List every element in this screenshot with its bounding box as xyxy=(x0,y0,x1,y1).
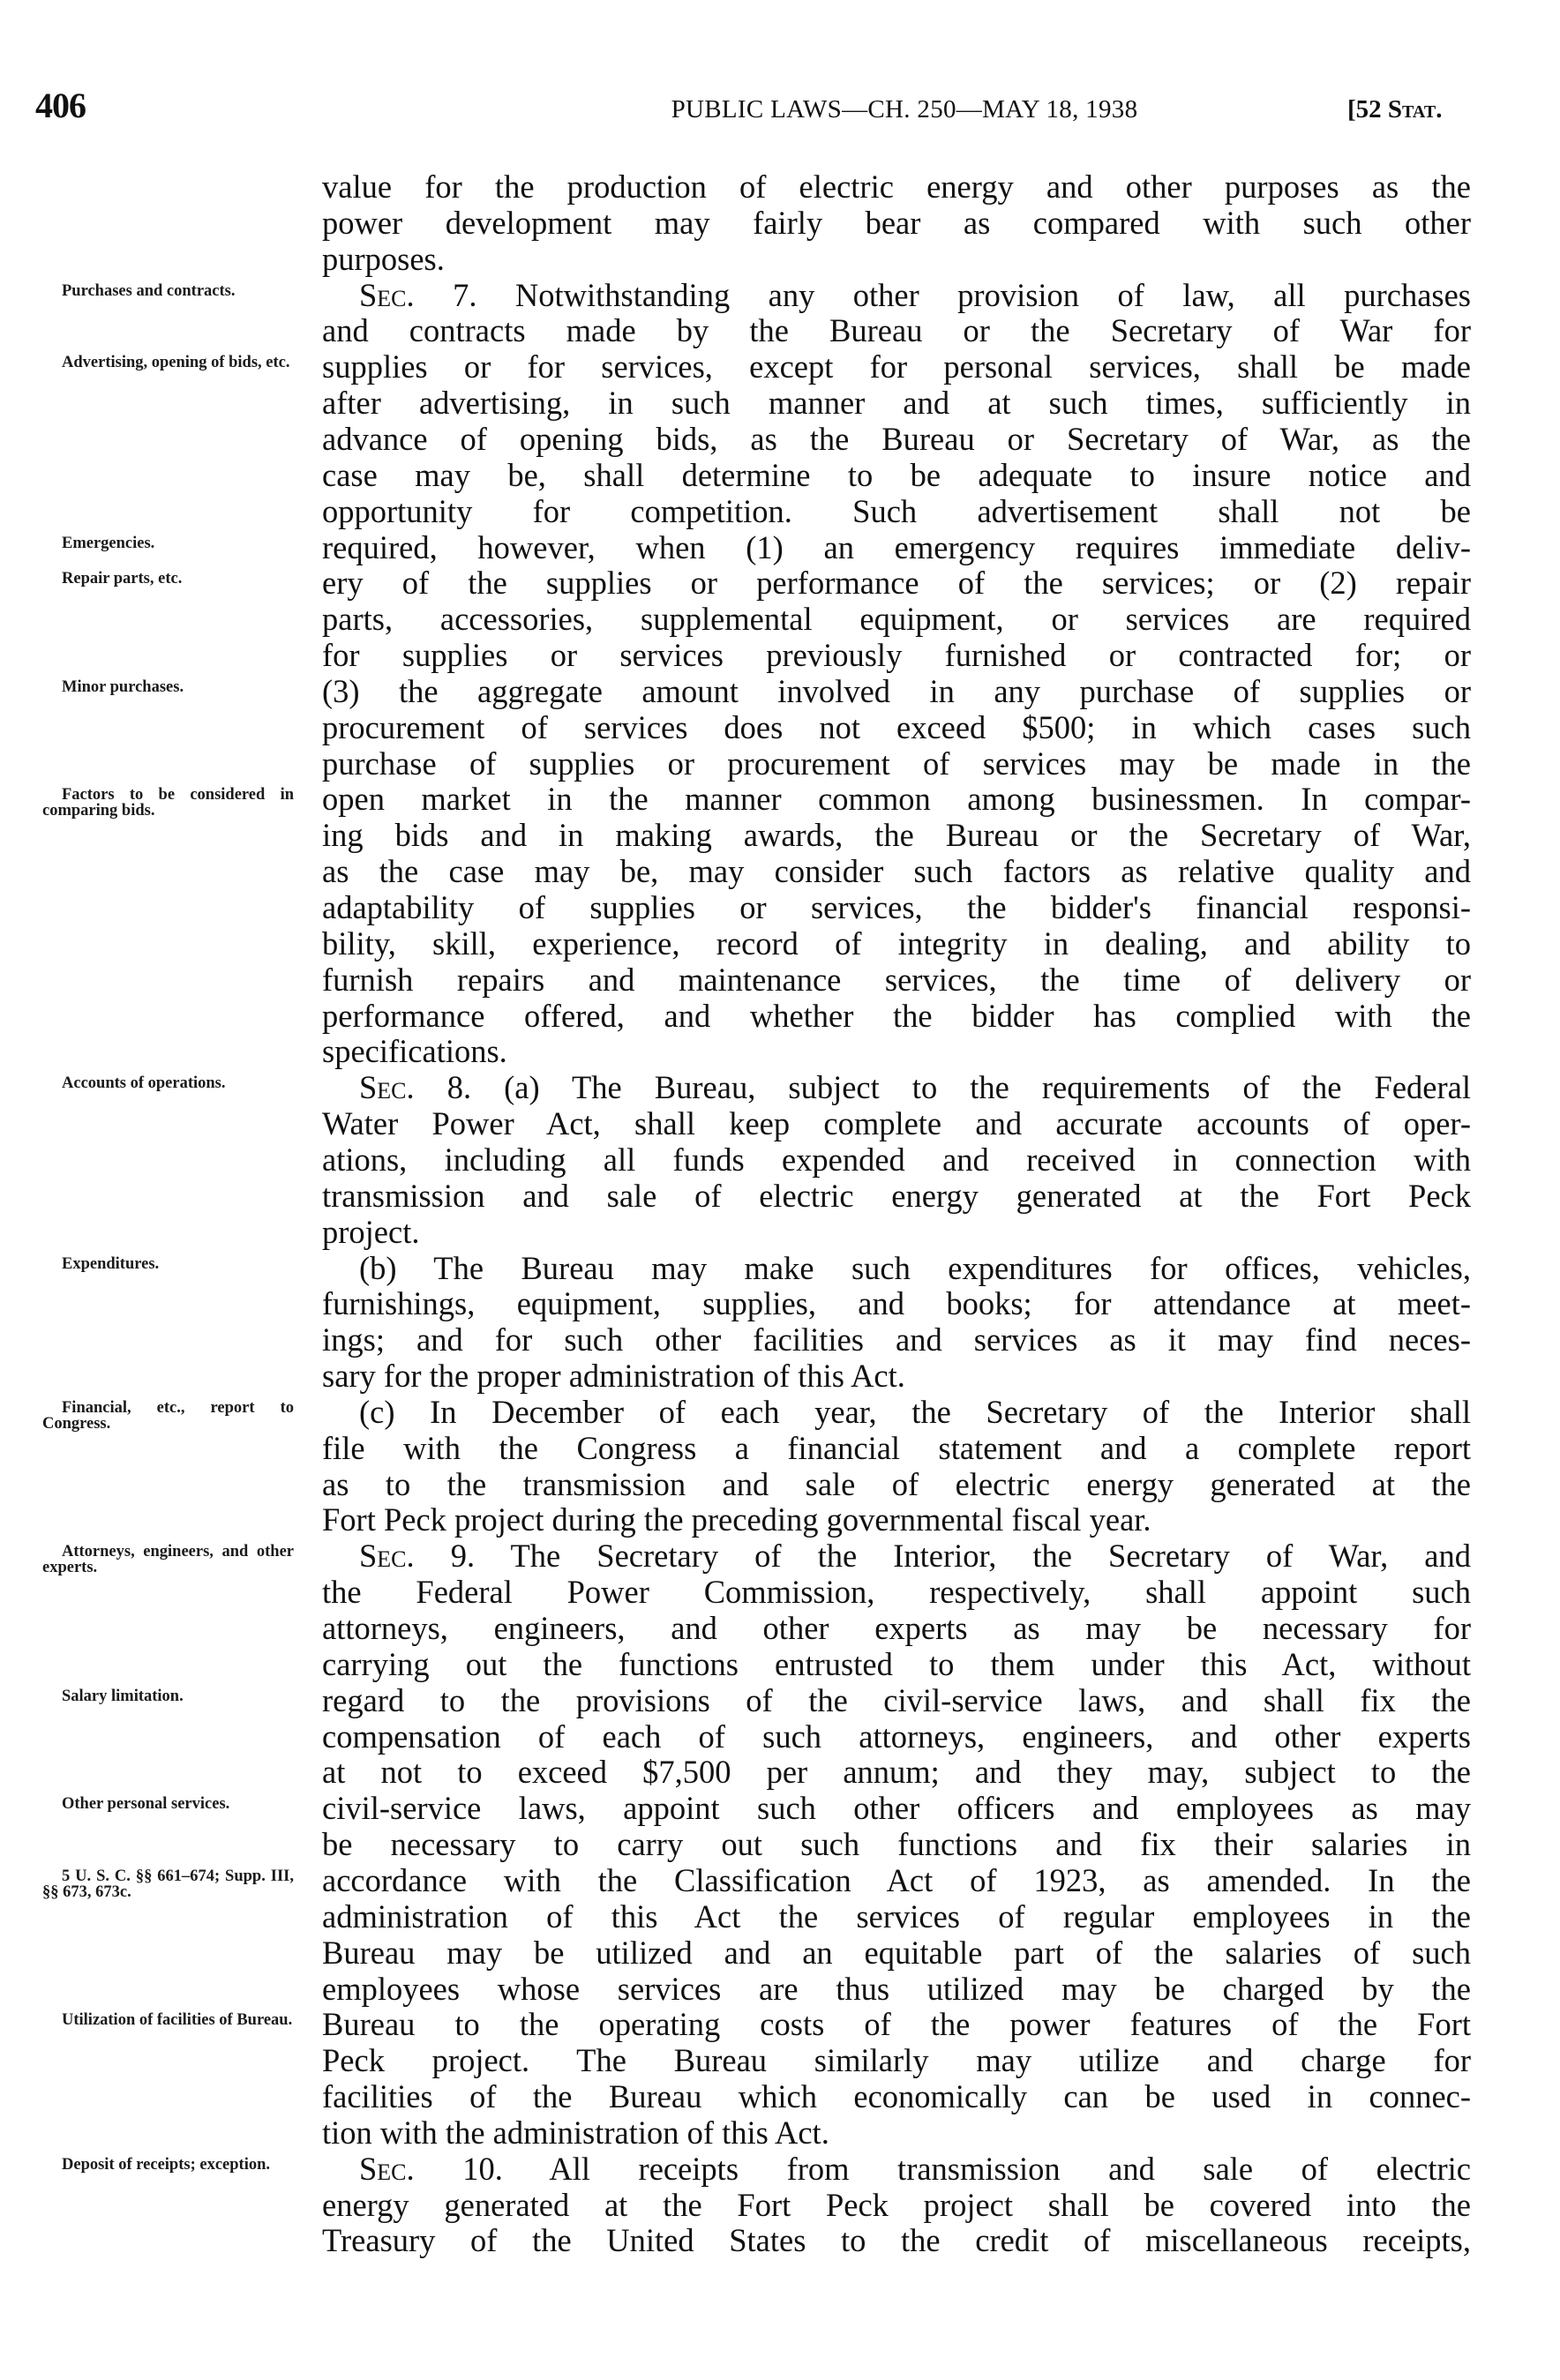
volume-suffix: Stat. xyxy=(1387,95,1443,123)
line-text: 10. All receipts from transmission and sale of electric xyxy=(414,2150,1471,2187)
body-line xyxy=(322,1033,1471,1069)
margin-note: Utilization of facilities of Bureau. xyxy=(62,2011,293,2030)
line-text: parts, accessories, supplemental equipment, or services are required xyxy=(322,601,1471,638)
body-line xyxy=(322,1826,1471,1862)
margin-note: Attorneys, engineers, and other experts. xyxy=(42,1543,294,1577)
body-line xyxy=(322,2222,1471,2258)
line-text: civil-service laws, appoint such other officers and employees as may xyxy=(322,1790,1471,1827)
body-line xyxy=(322,529,1471,565)
margin-note: Other personal services. xyxy=(62,1795,230,1814)
line-text: performance offered, and whether the bidder has complied with the xyxy=(322,997,1471,1034)
line-text: procurement of services does not exceed $500; in which cases such xyxy=(322,708,1471,745)
section-start-line xyxy=(322,1069,1471,1105)
line-text: furnish repairs and maintenance services, the time of delivery or xyxy=(322,961,1471,998)
line-text: purposes. xyxy=(322,240,445,277)
line-text: open market in the manner common among businessmen. In compar- xyxy=(322,781,1471,818)
line-text: compensation of each of such attorneys, engineers, and other experts xyxy=(322,1718,1471,1755)
line-text: required, however, when (1) an emergency requires immediate deliv- xyxy=(322,528,1471,565)
margin-note: Expenditures. xyxy=(62,1254,160,1273)
line-text: accordance with the Classification Act of 1923, as amended. In the xyxy=(322,1861,1471,1898)
body-line xyxy=(322,348,1471,385)
line-text: file with the Congress a financial statement and a complete report xyxy=(322,1429,1471,1466)
body-line xyxy=(322,457,1471,493)
line-text: Peck project. The Bureau similarly may utilize and charge for xyxy=(322,2042,1471,2079)
line-text: 9. The Secretary of the Interior, the Secretary of War, and xyxy=(414,1538,1471,1575)
line-text: case may be, shall determine to be adequate to insure notice and xyxy=(322,456,1471,493)
line-text: at not to exceed $7,500 per annum; and they may, subject to the xyxy=(322,1754,1471,1791)
section-label: Sec. xyxy=(359,276,415,313)
section-label: Sec. xyxy=(359,2150,415,2187)
body-line xyxy=(322,1898,1471,1935)
line-text: 8. (a) The Bureau, subject to the requirements of the Federal xyxy=(414,1069,1471,1106)
body-line xyxy=(322,673,1471,709)
body-line xyxy=(322,1285,1471,1321)
section-label: Sec. xyxy=(359,1538,415,1575)
line-text: value for the production of electric energy and other purposes as the xyxy=(322,168,1471,205)
volume-prefix: [52 xyxy=(1347,95,1388,123)
line-text: facilities of the Bureau which economically can be used in connec- xyxy=(322,2078,1471,2115)
line-text: supplies or for services, except for personal services, shall be made xyxy=(322,348,1471,385)
body-line xyxy=(322,205,1471,241)
body-line xyxy=(322,2187,1471,2223)
line-text: opportunity for competition. Such advertisement shall not be xyxy=(322,492,1471,529)
section-start-line xyxy=(322,277,1471,313)
body-line xyxy=(322,1610,1471,1646)
body-line xyxy=(322,889,1471,925)
section-start-line xyxy=(322,1538,1471,1574)
body-line xyxy=(322,1141,1471,1178)
line-text: furnishings, equipment, supplies, and books; for attendance at meet- xyxy=(322,1285,1471,1322)
line-text: and contracts made by the Bureau or the Secretary of War for xyxy=(322,312,1471,349)
line-text: for supplies or services previously furnished or contracted for; or xyxy=(322,637,1471,674)
margin-note: Salary limitation. xyxy=(62,1687,184,1705)
body-line xyxy=(322,781,1471,817)
body-line xyxy=(322,601,1471,637)
body-line xyxy=(322,962,1471,998)
body-line xyxy=(322,1466,1471,1502)
line-text: employees whose services are thus utilized may be charged by the xyxy=(322,1970,1471,2007)
line-text: project. xyxy=(322,1213,420,1250)
body-line xyxy=(322,1862,1471,1898)
line-text: ations, including all funds expended and received in connection with xyxy=(322,1141,1471,1178)
margin-note: Deposit of receipts; exception. xyxy=(62,2155,270,2174)
line-text: after advertising, in such manner and at such times, sufficiently in xyxy=(322,385,1471,422)
body-line xyxy=(322,241,1471,277)
body-line xyxy=(322,637,1471,673)
line-text: the Federal Power Commission, respectively, shall appoint such xyxy=(322,1574,1471,1611)
body-line xyxy=(322,421,1471,457)
line-text: sary for the proper administration of this Act. xyxy=(322,1358,905,1395)
section-start-line xyxy=(322,2151,1471,2187)
line-text: transmission and sale of electric energy generated at the Fort Peck xyxy=(322,1177,1471,1214)
line-text: Bureau may be utilized and an equitable part of the salaries of such xyxy=(322,1934,1471,1971)
running-title: PUBLIC LAWS—CH. 250—MAY 18, 1938 xyxy=(671,95,1138,123)
body-line xyxy=(322,168,1471,205)
body-line xyxy=(322,385,1471,421)
line-text: power development may fairly bear as compared with such other xyxy=(322,204,1471,241)
body-line xyxy=(322,745,1471,782)
body-line xyxy=(322,1105,1471,1141)
body-line xyxy=(322,1790,1471,1826)
margin-note: 5 U. S. C. §§ 661–674; Supp. III, §§ 673, 673c. xyxy=(42,1867,294,1901)
line-text: bility, skill, experience, record of integrity in dealing, and ability to xyxy=(322,924,1471,962)
body-line xyxy=(322,1718,1471,1755)
margin-note: Advertising, opening of bids, etc. xyxy=(62,354,290,372)
line-text: (b) The Bureau may make such expenditures for offices, vehicles, xyxy=(359,1249,1471,1286)
line-text: (3) the aggregate amount involved in any purchase of supplies or xyxy=(322,672,1471,709)
body-line xyxy=(322,565,1471,601)
line-text: specifications. xyxy=(322,1033,507,1070)
line-text: attorneys, engineers, and other experts as may be necessary for xyxy=(322,1610,1471,1646)
body-line xyxy=(322,1501,1471,1538)
line-text: adaptability of supplies or services, the bidder's financial responsi- xyxy=(322,889,1471,925)
body-line xyxy=(322,1178,1471,1214)
line-text: ing bids and in making awards, the Bureau or the Secretary of War, xyxy=(322,817,1471,854)
margin-note: Financial, etc., report to Congress. xyxy=(42,1398,294,1433)
body-line xyxy=(322,1394,1471,1430)
line-text: 7. Notwithstanding any other provision of law, all purchases xyxy=(414,276,1471,313)
line-text: Fort Peck project during the preceding governmental fiscal year. xyxy=(322,1501,1151,1538)
line-text: carrying out the functions entrusted to them under this Act, without xyxy=(322,1645,1471,1682)
body-line xyxy=(322,493,1471,529)
body-line xyxy=(322,2078,1471,2114)
body-line xyxy=(322,1430,1471,1466)
margin-note: Emergencies. xyxy=(62,534,155,552)
line-text: advance of opening bids, as the Bureau or Secretary of War, as the xyxy=(322,420,1471,457)
body-line xyxy=(322,2042,1471,2078)
line-text: as the case may be, may consider such factors as relative quality and xyxy=(322,853,1471,890)
body-line xyxy=(322,1646,1471,1682)
body-line xyxy=(322,2114,1471,2151)
body-line xyxy=(322,925,1471,962)
statute-body-text xyxy=(322,0,1471,2380)
line-text: Treasury of the United States to the credit of miscellaneous receipts, xyxy=(322,2222,1471,2259)
margin-note: Minor purchases. xyxy=(62,677,184,696)
line-text: administration of this Act the services of regular employees in the xyxy=(322,1897,1471,1935)
line-text: as to the transmission and sale of electric energy generated at the xyxy=(322,1465,1471,1502)
body-line xyxy=(322,1358,1471,1394)
body-line xyxy=(322,817,1471,853)
body-line xyxy=(322,853,1471,889)
line-text: energy generated at the Fort Peck project shall be covered into the xyxy=(322,2186,1471,2223)
body-line xyxy=(322,1682,1471,1718)
body-line xyxy=(322,1250,1471,1286)
line-text: purchase of supplies or procurement of services may be made in the xyxy=(322,745,1471,782)
line-text: (c) In December of each year, the Secretary of the Interior shall xyxy=(359,1393,1471,1430)
body-line xyxy=(322,709,1471,745)
line-text: ery of the supplies or performance of the services; or (2) repair xyxy=(322,565,1471,602)
margin-note: Factors to be considered in comparing bids. xyxy=(42,786,294,820)
margin-notes-column xyxy=(0,0,304,2380)
margin-note: Repair parts, etc. xyxy=(62,570,183,588)
body-line xyxy=(322,1935,1471,1971)
body-line xyxy=(322,2006,1471,2042)
section-label: Sec. xyxy=(359,1069,415,1106)
line-text: Water Power Act, shall keep complete and accurate accounts of oper- xyxy=(322,1105,1471,1142)
body-line xyxy=(322,1971,1471,2007)
line-text: regard to the provisions of the civil-service laws, and shall fix the xyxy=(322,1681,1471,1718)
margin-note: Purchases and contracts. xyxy=(62,281,236,300)
body-line xyxy=(322,1574,1471,1610)
body-line xyxy=(322,1754,1471,1790)
body-line xyxy=(322,312,1471,348)
page-number: 406 xyxy=(35,86,86,125)
line-text: Bureau to the operating costs of the power features of the Fort xyxy=(322,2006,1471,2043)
body-line xyxy=(322,1214,1471,1250)
body-line xyxy=(322,998,1471,1034)
line-text: be necessary to carry out such functions and fix their salaries in xyxy=(322,1826,1471,1863)
line-text: ings; and for such other facilities and services as it may find neces- xyxy=(322,1321,1471,1358)
line-text: tion with the administration of this Act. xyxy=(322,2114,829,2151)
body-line xyxy=(322,1321,1471,1358)
margin-note: Accounts of operations. xyxy=(62,1074,226,1093)
